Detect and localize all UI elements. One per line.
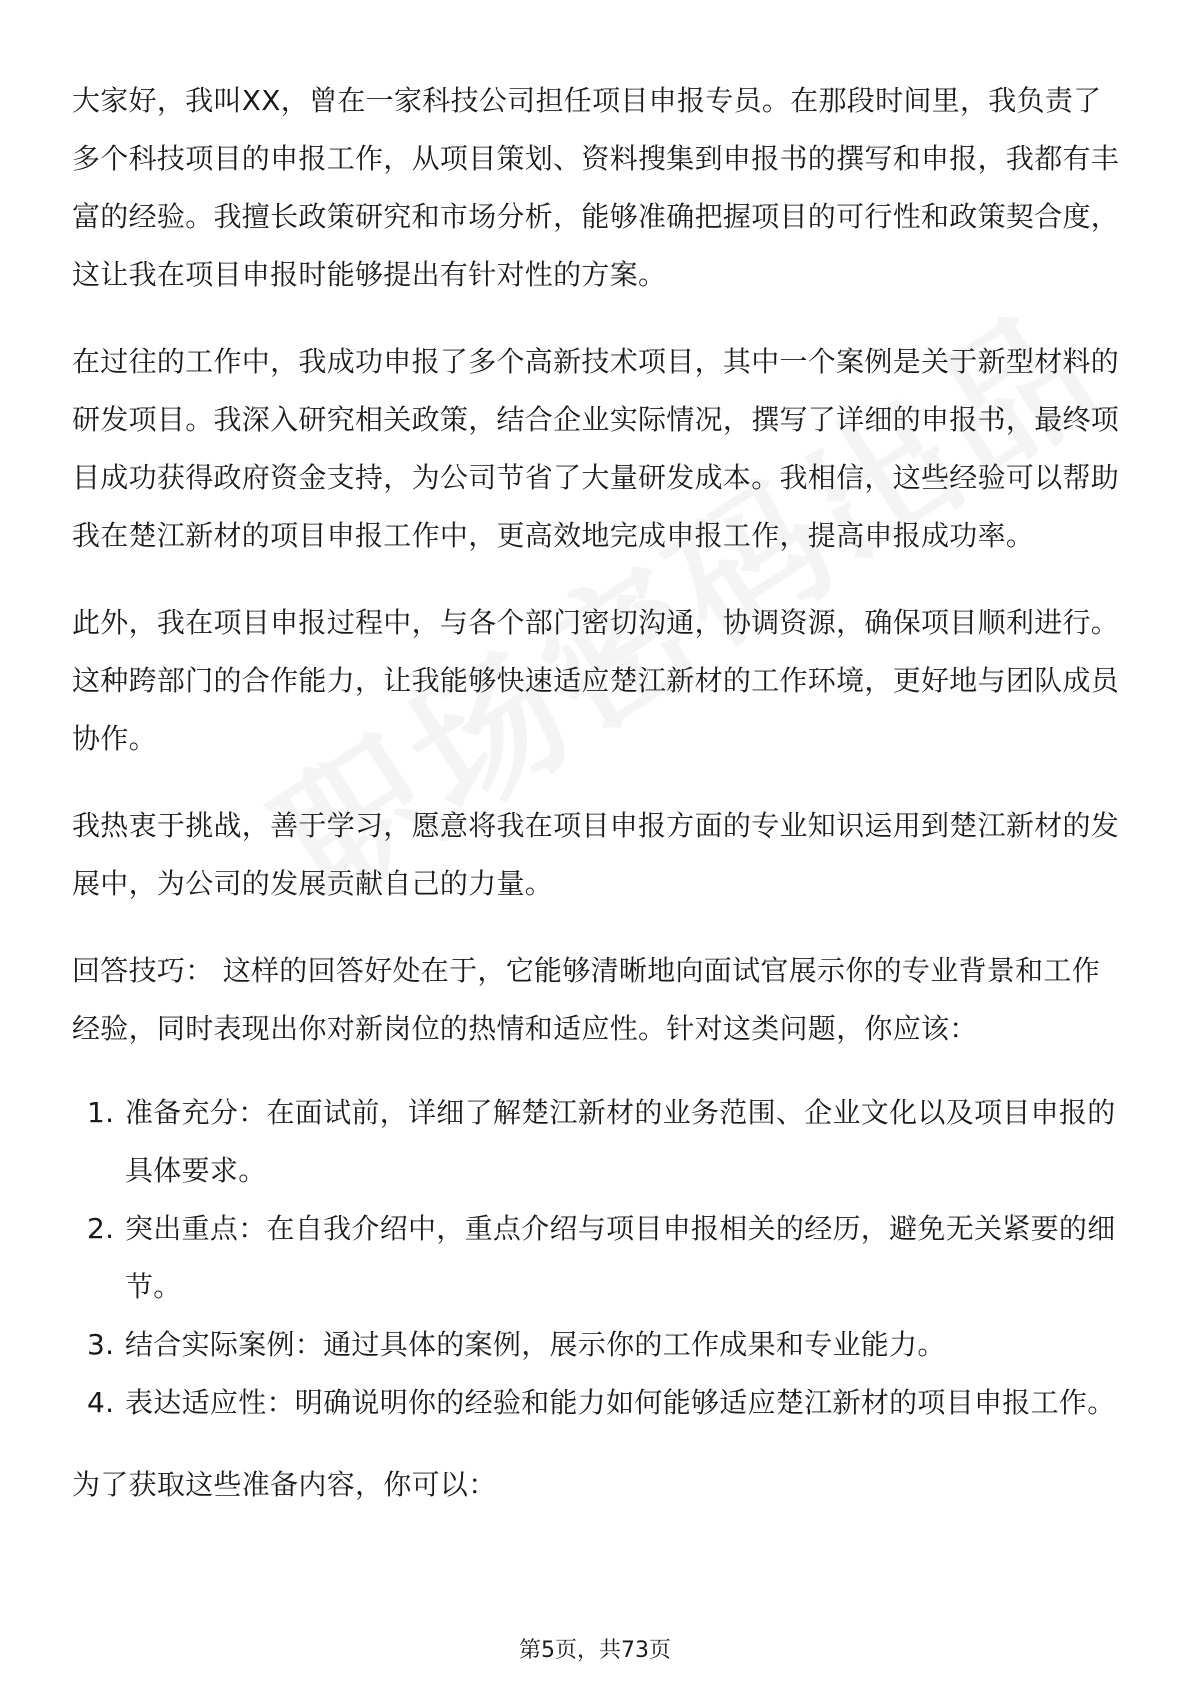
paragraph-collaboration: 此外，我在项目申报过程中，与各个部门密切沟通，协调资源，确保项目顺利进行。这种跨部门的合作能力，让我能够快速适应楚江新材的工作环境，更好地与团队成员协作。	[72, 606, 1120, 755]
list-item-number: 1.	[87, 1096, 115, 1129]
paragraph-closing: 为了获取这些准备内容，你可以：	[72, 1468, 497, 1501]
answer-tip-intro: 回答技巧： 这样的回答好处在于，它能够清晰地向面试官展示你的专业背景和工作经验，同时表现出你对新岗位的热情和适应性。针对这类问题，你应该：	[72, 954, 1101, 1045]
page-number: 第5页，共73页	[519, 1638, 671, 1663]
list-item-text: 准备充分：在面试前，详细了解楚江新材的业务范围、企业文化以及项目申报的具体要求。	[125, 1096, 1116, 1187]
document-body	[72, 72, 1122, 1543]
list-item-number: 2.	[87, 1212, 115, 1245]
paragraph-intro: 大家好，我叫XX，曾在一家科技公司担任项目申报专员。在那段时间里，我负责了多个科技项目的申报工作，从项目策划、资料搜集到申报书的撰写和申报，我都有丰富的经验。我擅长政策研究和市场分析，能够准确把握项目的可行性和政策契合度，这让我在项目申报时能够提出有针对性的方案。	[72, 84, 1120, 291]
list-item-number: 3.	[87, 1328, 115, 1361]
paragraph-experience: 在过往的工作中，我成功申报了多个高新技术项目，其中一个案例是关于新型材料的研发项目。我深入研究相关政策，结合企业实际情况，撰写了详细的申报书，最终项目成功获得政府资金支持，为公司节省了大量研发成本。我相信，这些经验可以帮助我在楚江新材的项目申报工作中，更高效地完成申报工作，提高申报成功率。	[72, 345, 1120, 552]
list-item-text: 表达适应性：明确说明你的经验和能力如何能够适应楚江新材的项目申报工作。	[125, 1386, 1116, 1419]
list-item-text: 突出重点：在自我介绍中，重点介绍与项目申报相关的经历，避免无关紧要的细节。	[125, 1212, 1116, 1303]
list-item	[72, 1084, 1122, 1200]
list-item	[72, 1374, 1122, 1432]
list-item-number: 4.	[87, 1386, 115, 1419]
list-item	[72, 1316, 1122, 1374]
paragraph-motivation: 我热衷于挑战，善于学习，愿意将我在项目申报方面的专业知识运用到楚江新材的发展中，为公司的发展贡献自己的力量。	[72, 809, 1120, 900]
list-item	[72, 1200, 1122, 1316]
tips-list	[72, 1084, 1122, 1432]
list-item-text: 结合实际案例：通过具体的案例，展示你的工作成果和专业能力。	[125, 1328, 946, 1361]
